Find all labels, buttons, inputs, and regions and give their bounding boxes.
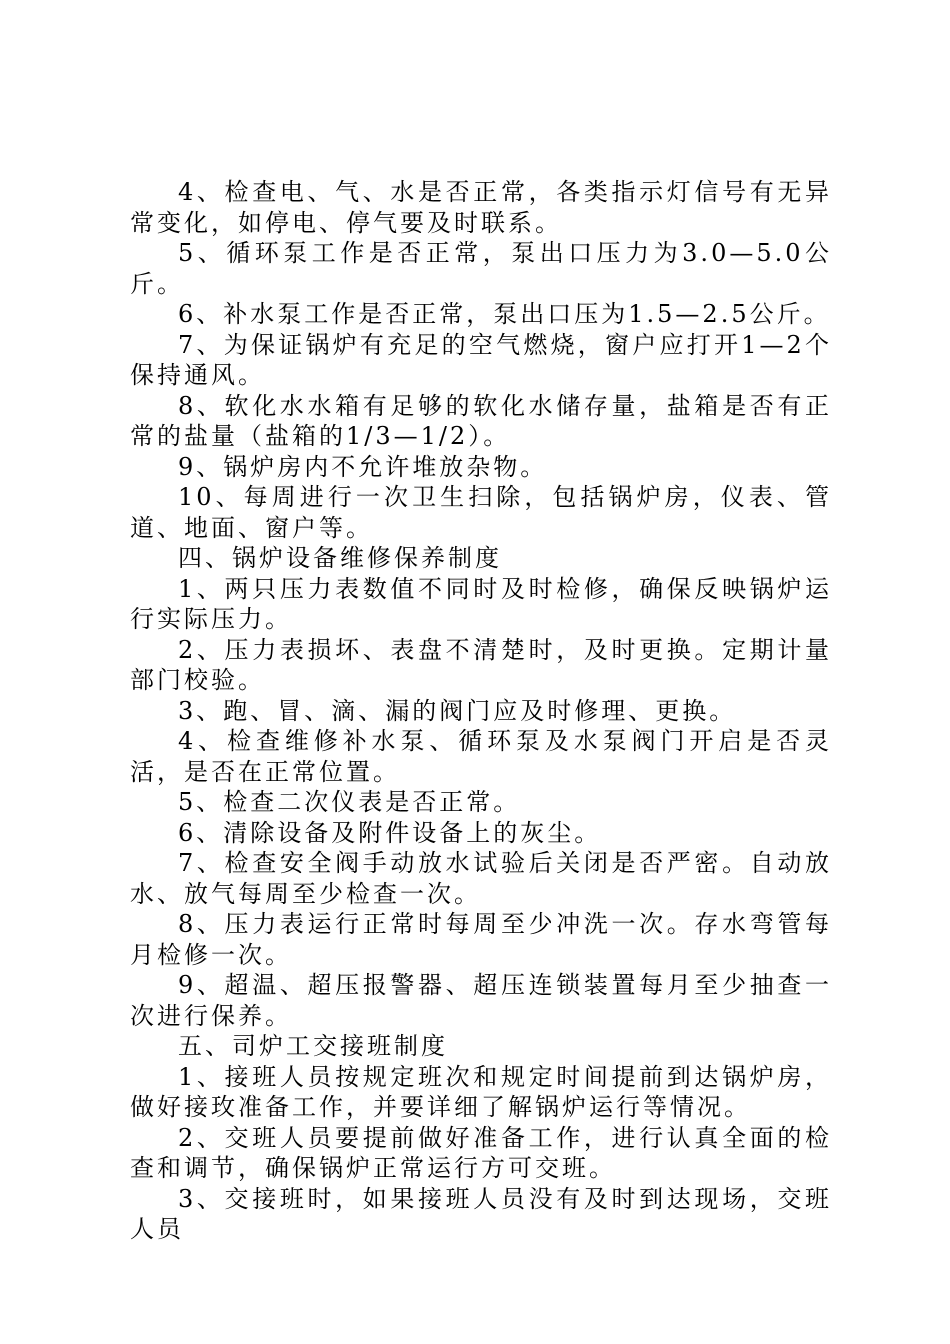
paragraph: 8、压力表运行正常时每周至少冲洗一次。存水弯管每月检修一次。 [130,910,832,969]
paragraph: 7、检查安全阀手动放水试验后关闭是否严密。自动放水、放气每周至少检查一次。 [130,849,832,908]
paragraph: 8、软化水水箱有足够的软化水储存量，盐箱是否有正常的盐量（盐箱的1/3—1/2）。 [130,391,832,450]
paragraph: 6、补水泵工作是否正常，泵出口压为1.5—2.5公斤。 [178,300,831,328]
paragraph: 10、每周进行一次卫生扫除，包括锅炉房，仪表、管道、地面、窗户等。 [130,483,832,542]
paragraph: 6、清除设备及附件设备上的灰尘。 [178,818,602,847]
paragraph: 1、接班人员按规定班次和规定时间提前到达锅炉房，做好接玫准备工作，并要详细了解锅炉运行等情况。 [130,1062,832,1121]
paragraph: 1、两只压力表数值不同时及时检修，确保反映锅炉运行实际压力。 [130,574,832,633]
paragraph: 4、检查电、气、水是否正常，各类指示灯信号有无异常变化，如停电、停气要及时联系。 [130,178,832,237]
paragraph: 4、检查维修补水泵、循环泵及水泵阀门开启是否灵活，是否在正常位置。 [130,727,832,786]
paragraph: 5、循环泵工作是否正常，泵出口压力为3.0—5.0公斤。 [130,239,832,298]
paragraph: 3、跑、冒、滴、漏的阀门应及时修理、更换。 [178,696,737,725]
paragraph: 3、交接班时，如果接班人员没有及时到达现场，交班人员 [130,1184,832,1243]
paragraph: 2、压力表损坏、表盘不清楚时，及时更换。定期计量部门校验。 [130,635,832,694]
section-heading: 四、锅炉设备维修保养制度 [178,544,502,572]
paragraph: 7、为保证锅炉有充足的空气燃烧，窗户应打开1—2个保持通风。 [130,330,832,389]
paragraph: 5、检查二次仪表是否正常。 [178,788,521,816]
paragraph: 9、超温、超压报警器、超压连锁装置每月至少抽查一次进行保养。 [130,971,832,1030]
section-heading: 五、司炉工交接班制度 [178,1032,448,1060]
paragraph: 9、锅炉房内不允许堆放杂物。 [178,452,548,481]
document-body [130,177,832,1245]
paragraph: 2、交班人员要提前做好准备工作，进行认真全面的检查和调节，确保锅炉正常运行方可交班。 [130,1123,832,1182]
